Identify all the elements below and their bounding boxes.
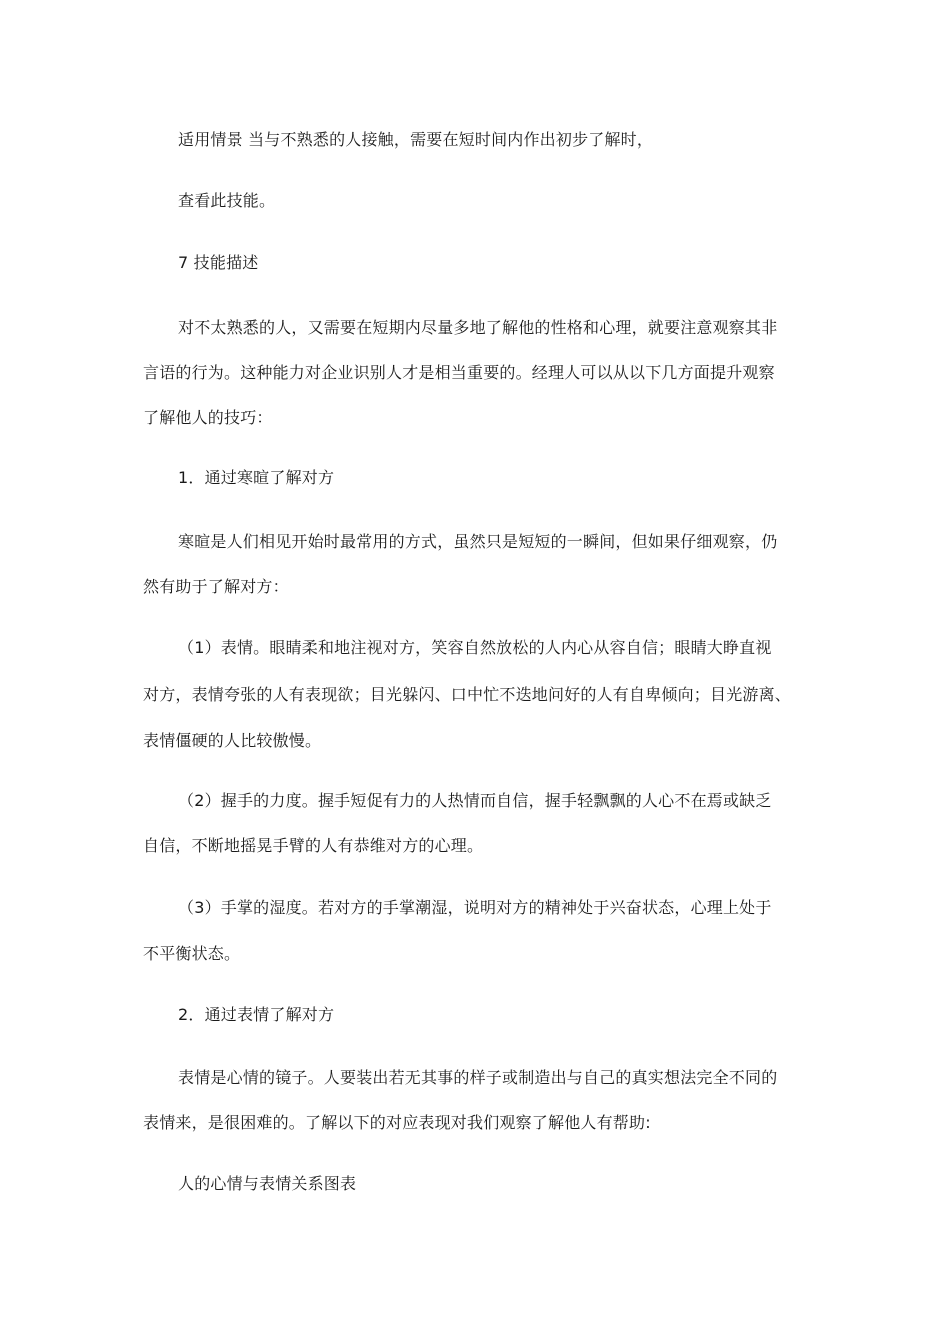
section-heading: 7 技能描述	[178, 253, 259, 272]
list-item-line: （3）手掌的湿度。若对方的手掌潮湿，说明对方的精神处于兴奋状态，心理上处于	[178, 898, 772, 917]
paragraph-line: 对不太熟悉的人，又需要在短期内尽量多地了解他的性格和心理，就要注意观察其非	[178, 318, 778, 337]
paragraph-line: 了解他人的技巧：	[143, 408, 273, 427]
paragraph-line: 寒暄是人们相见开始时最常用的方式，虽然只是短短的一瞬间，但如果仔细观察，仍	[178, 532, 778, 551]
list-item-line: 表情僵硬的人比较傲慢。	[143, 731, 322, 750]
paragraph-line: 表情是心情的镜子。人要装出若无其事的样子或制造出与自己的真实想法完全不同的	[178, 1068, 778, 1087]
scenario-line-cont: 查看此技能。	[178, 191, 276, 210]
subsection-heading: 2．通过表情了解对方	[178, 1005, 335, 1024]
list-item-line: （2）握手的力度。握手短促有力的人热情而自信，握手轻飘飘的人心不在焉或缺乏	[178, 791, 772, 810]
paragraph-line: 表情来，是很困难的。了解以下的对应表现对我们观察了解他人有帮助:	[143, 1113, 651, 1132]
list-item-line: 不平衡状态。	[143, 944, 241, 963]
list-item-line: 对方，表情夸张的人有表现欲；目光躲闪、口中忙不迭地问好的人有自卑倾向；目光游离、	[143, 685, 792, 704]
list-item-line: （1）表情。眼睛柔和地注视对方，笑容自然放松的人内心从容自信；眼睛大睁直视	[178, 638, 772, 657]
scenario-line: 适用情景 当与不熟悉的人接触，需要在短时间内作出初步了解时，	[178, 130, 654, 149]
paragraph-line: 然有助于了解对方：	[143, 577, 289, 596]
paragraph-line: 言语的行为。这种能力对企业识别人才是相当重要的。经理人可以从以下几方面提升观察	[143, 363, 775, 382]
table-caption: 人的心情与表情关系图表	[178, 1174, 357, 1193]
list-item-line: 自信，不断地摇晃手臂的人有恭维对方的心理。	[143, 836, 484, 855]
subsection-heading: 1．通过寒暄了解对方	[178, 468, 335, 487]
